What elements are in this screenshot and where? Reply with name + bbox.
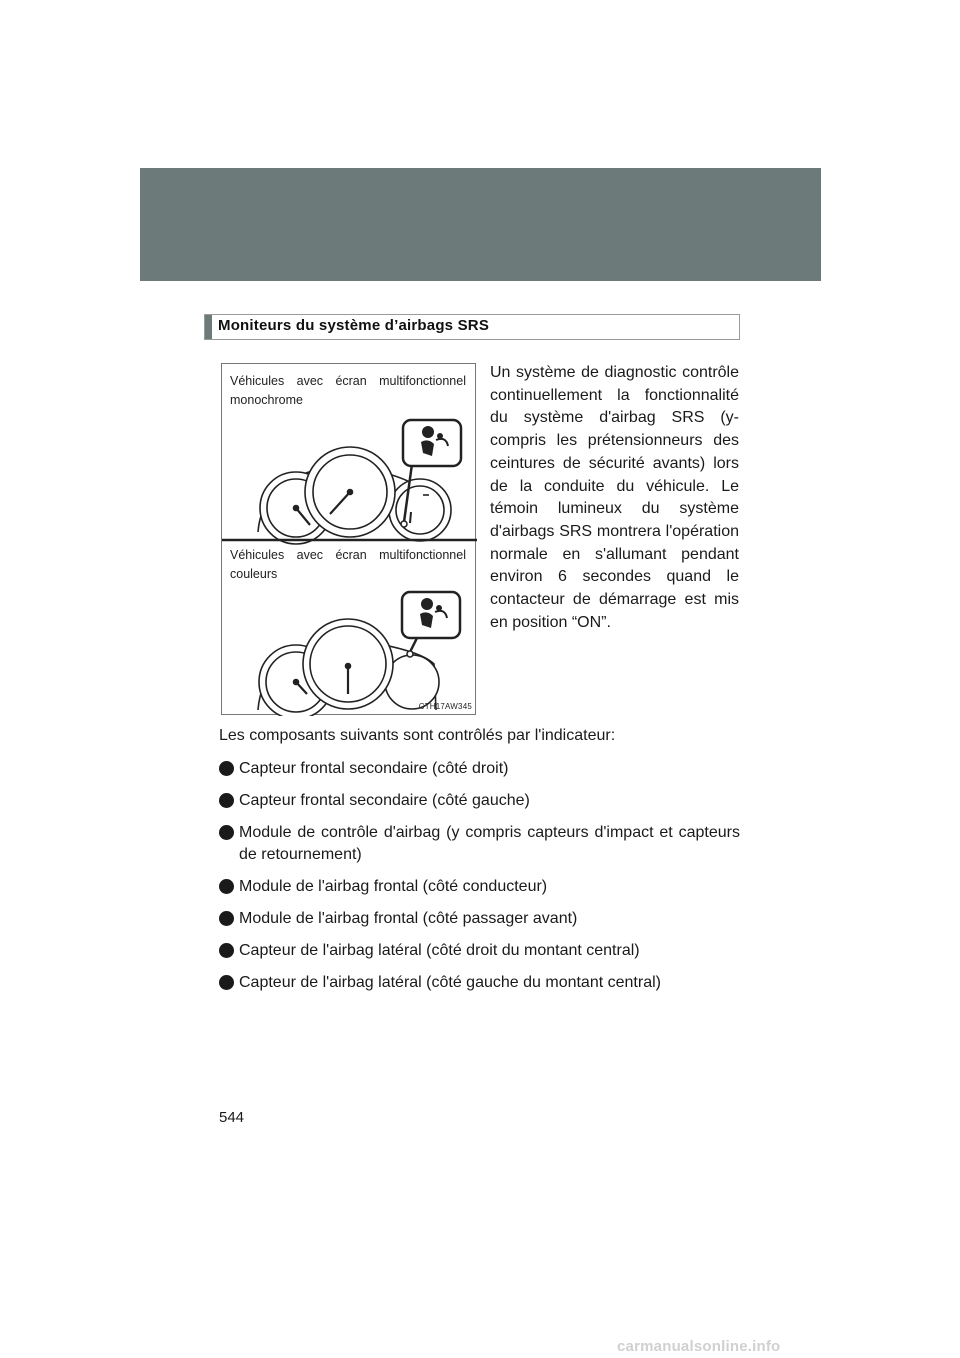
- bullet-icon: [219, 761, 234, 776]
- list-item: Module de contrôle d'airbag (y compris capteurs d'impact et capteurs de retournement): [219, 822, 740, 866]
- diagnostic-paragraph: Un système de diagnostic contrôle continuellement la fonctionnalité du système d'airbag SRS (y-compris les prétensionneurs des ceintures de sécurité avants) lors de la conduite du véhicule. Le témoin lumineux du système d'airbags SRS montrera l'opération normale en s'allumant pendant environ 6 secondes quand le contacteur de démarrage est mis en position “ON”.: [490, 364, 739, 631]
- caption-color: Véhicules avec écran multifonctionnel couleurs: [230, 548, 466, 581]
- bullet-icon: [219, 879, 234, 894]
- watermark: carmanualsonline.info: [617, 1338, 781, 1355]
- bullet-icon: [219, 911, 234, 926]
- bullet-icon: [219, 825, 234, 840]
- section-heading: [204, 314, 740, 340]
- component-list: [219, 758, 740, 1004]
- bullet-icon: [219, 943, 234, 958]
- list-item: Module de l'airbag frontal (côté conducteur): [219, 876, 740, 898]
- heading-accent-bar: [205, 315, 212, 339]
- list-intro: Les composants suivants sont contrôlés par l'indicateur:: [219, 727, 616, 744]
- caption-monochrome: Véhicules avec écran multifonctionnel monochrome: [230, 374, 466, 407]
- list-item: Capteur de l'airbag latéral (côté droit du montant central): [219, 940, 740, 962]
- page-number: 544: [219, 1109, 245, 1126]
- list-item: Capteur frontal secondaire (côté gauche): [219, 790, 740, 812]
- figure-code: CTH17AW345: [418, 702, 472, 711]
- cluster-illustration: [222, 364, 477, 716]
- section-title: Moniteurs du système d’airbags SRS: [218, 317, 490, 334]
- srs-callout-bottom: [402, 592, 460, 657]
- header-band: [140, 168, 821, 281]
- list-item: Module de l'airbag frontal (côté passager avant): [219, 908, 740, 930]
- list-item: Capteur de l'airbag latéral (côté gauche du montant central): [219, 972, 740, 994]
- bullet-icon: [219, 975, 234, 990]
- bullet-icon: [219, 793, 234, 808]
- instrument-cluster-figure: [221, 363, 476, 715]
- list-item: Capteur frontal secondaire (côté droit): [219, 758, 740, 780]
